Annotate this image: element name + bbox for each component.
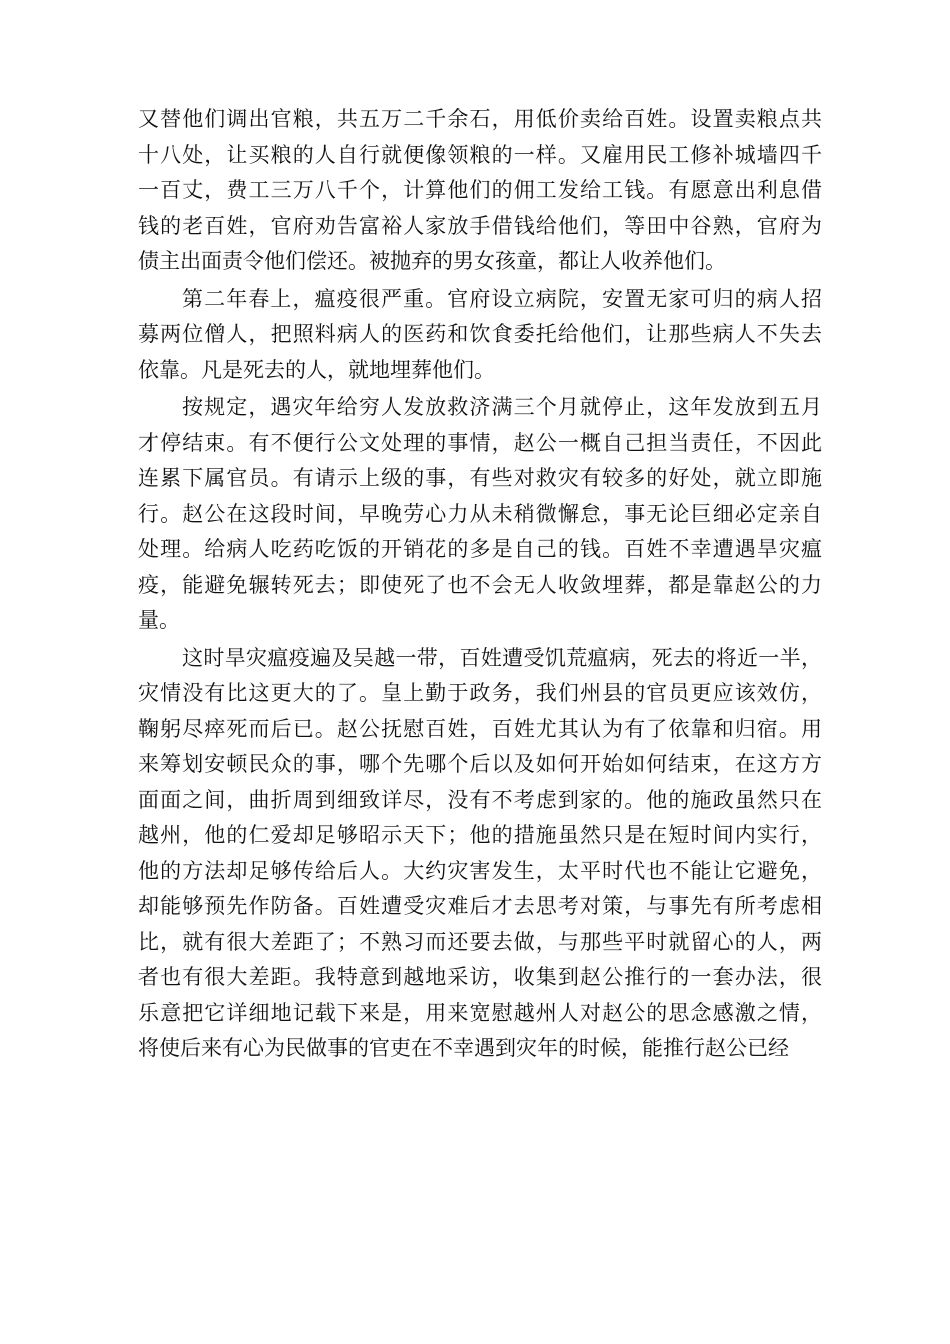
text-line: 一百丈，费工三万八千个，计算他们的佣工发给工钱。有愿意出利息借: [138, 178, 822, 202]
text-line: 者也有很大差距。我特意到越地采访，收集到赵公推行的一套办法，很: [138, 965, 822, 989]
paragraph: [138, 390, 822, 639]
text-line: 比，就有很大差距了；不熟习而还要去做，与那些平时就留心的人，两: [138, 929, 822, 954]
paragraph: [138, 641, 822, 1067]
text-line: 依靠。凡是死去的人，就地埋葬他们。: [138, 357, 495, 382]
text-line: 来筹划安顿民众的事，哪个先哪个后以及如何开始如何结束，在这方方: [138, 752, 822, 776]
text-line: 越州，他的仁爱却足够昭示天下；他的措施虽然只是在短时间内实行，: [138, 823, 822, 847]
body-text: [138, 102, 822, 1067]
text-line: 行。赵公在这段时间，早晚劳心力从未稍微懈怠，事无论巨细必定亲自: [138, 501, 822, 526]
text-line: 将使后来有心为民做事的官吏在不幸遇到灾年的时候，能推行赵公已经: [138, 1036, 789, 1060]
text-line: 乐意把它详细地记载下来是，用来宽慰越州人对赵公的思念感激之情，: [138, 1000, 822, 1025]
text-line: 才停结束。有不便行公文处理的事情，赵公一概自己担当责任，不因此: [138, 430, 822, 455]
text-line: 这时旱灾瘟疫遍及吴越一带，百姓遭受饥荒瘟病，死去的将近一半，: [182, 645, 822, 670]
text-line: 量。: [138, 608, 180, 632]
text-line: 灾情没有比这更大的了。皇上勤于政务，我们州县的官员更应该效仿，: [138, 681, 822, 705]
text-line: 面面之间，曲折周到细致详尽，没有不考虑到家的。他的施政虽然只在: [138, 787, 822, 812]
text-line: 募两位僧人，把照料病人的医药和饮食委托给他们，让那些病人不失去: [138, 322, 822, 346]
text-line: 他的方法却足够传给后人。大约灾害发生，太平时代也不能让它避免，: [138, 858, 822, 883]
text-line: 又替他们调出官粮，共五万二千余石，用低价卖给百姓。设置卖粮点共: [138, 107, 822, 131]
text-line: 钱的老百姓，官府劝告富裕人家放手借钱给他们，等田中谷熟，官府为: [138, 213, 822, 238]
text-line: 按规定，遇灾年给穷人发放救济满三个月就停止，这年发放到五月: [182, 395, 822, 419]
text-line: 第二年春上，瘟疫很严重。官府设立病院，安置无家可归的病人招: [182, 286, 822, 311]
text-line: 疫，能避免辗转死去；即使死了也不会无人收敛埋葬，都是靠赵公的力: [138, 572, 822, 597]
text-line: 鞠躬尽瘁死而后已。赵公抚慰百姓，百姓尤其认为有了依靠和归宿。用: [138, 716, 822, 741]
text-line: 连累下属官员。有请示上级的事，有些对救灾有较多的好处，就立即施: [138, 466, 822, 490]
text-line: 债主出面责令他们偿还。被抛弃的男女孩童，都让人收养他们。: [138, 249, 726, 273]
text-line: 却能够预先作防备。百姓遭受灾难后才去思考对策，与事先有所考虑相: [138, 894, 822, 918]
text-line: 处理。给病人吃药吃饭的开销花的多是自己的钱。百姓不幸遭遇旱灾瘟: [138, 537, 822, 561]
text-line: 十八处，让买粮的人自行就便像领粮的一样。又雇用民工修补城墙四千: [138, 142, 822, 167]
paragraph: [138, 282, 822, 389]
paragraph: [138, 102, 822, 280]
